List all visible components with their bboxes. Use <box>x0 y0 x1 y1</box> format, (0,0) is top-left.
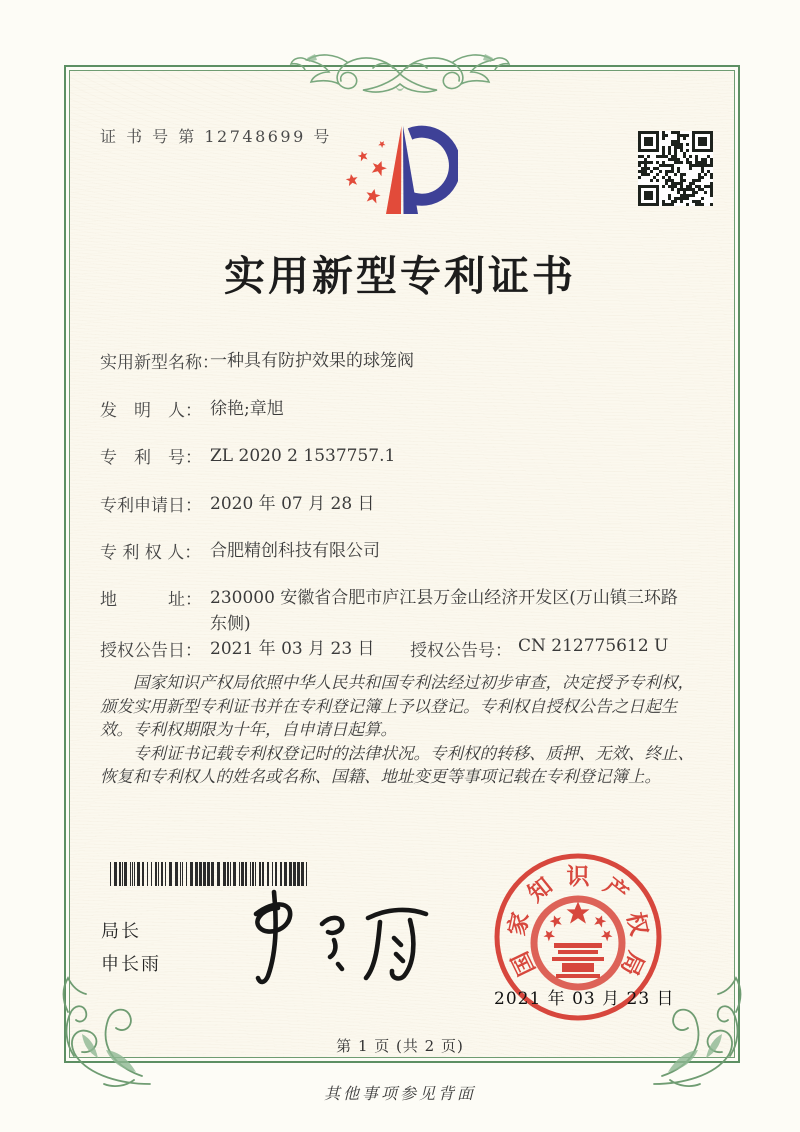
field-row-patent-no <box>100 443 710 467</box>
signer-name: 申长雨 <box>101 954 161 975</box>
field-row-filing-date <box>100 491 710 515</box>
top-ornament-icon <box>283 46 517 100</box>
svg-text:家: 家 <box>503 909 535 939</box>
field-label: 专 利 号： <box>100 448 202 468</box>
legal-paragraph-1: 国家知识产权局依照中华人民共和国专利法经过初步审查，决定授予专利权，颁发实用新型专利证书并在专利登记簿上予以登记。专利权自授权公告之日起生效。专利权期限为十年，自申请日起算。 <box>100 673 694 740</box>
qr-code-icon <box>638 131 713 206</box>
legal-text <box>100 671 710 789</box>
field-row-grant <box>100 636 710 660</box>
field-value: ZL 2020 2 1537757.1 <box>210 446 396 466</box>
field-row-address <box>100 585 710 637</box>
field-label: 发 明 人： <box>100 401 202 421</box>
grant-no-value: CN 212775612 U <box>518 636 669 656</box>
grant-date-label: 授权公告日： <box>100 641 202 661</box>
field-value: 2020 年 07 月 28 日 <box>210 494 375 514</box>
signature-icon <box>218 884 433 992</box>
certificate-number: 证 书 号 第 12748699 号 <box>100 127 332 146</box>
seal-date: 2021 年 03 月 23 日 <box>494 989 675 1009</box>
field-label: 专利申请日： <box>100 496 202 516</box>
field-row-name <box>100 348 710 372</box>
page-number: 第 1 页 (共 2 页) <box>336 1037 464 1055</box>
back-side-note: 其他事项参见背面 <box>323 1084 476 1103</box>
field-value: 合肥精创科技有限公司 <box>210 541 380 561</box>
certificate-title: 实用新型专利证书 <box>224 252 576 300</box>
field-row-patentee <box>100 538 710 562</box>
signer-title: 局长 <box>101 921 141 942</box>
field-value: 徐艳;章旭 <box>210 399 284 419</box>
svg-text:权: 权 <box>621 909 653 939</box>
grant-date-value: 2021 年 03 月 23 日 <box>210 639 375 659</box>
cnipa-logo-icon <box>336 116 458 222</box>
field-label: 地 址： <box>100 590 202 610</box>
field-value: 一种具有防护效果的球笼阀 <box>210 351 414 371</box>
svg-text:知: 知 <box>522 872 558 908</box>
field-value: 230000 安徽省合肥市庐江县万金山经济开发区(万山镇三环路东侧) <box>210 588 678 634</box>
seal-text <box>503 863 653 980</box>
field-row-inventor <box>100 396 710 420</box>
svg-text:识: 识 <box>566 863 590 890</box>
svg-text:国: 国 <box>506 947 541 980</box>
barcode-icon <box>110 862 310 886</box>
bottom-left-flourish-icon <box>38 972 158 1090</box>
svg-text:局: 局 <box>615 947 650 980</box>
field-label: 实用新型名称： <box>100 353 219 373</box>
field-label: 专 利 权 人： <box>100 543 202 563</box>
grant-no-label: 授权公告号： <box>410 641 512 661</box>
svg-text:产: 产 <box>598 872 634 908</box>
legal-paragraph-2: 专利证书记载专利权登记时的法律状况。专利权的转移、质押、无效、终止、恢复和专利权人的姓名或名称、国籍、地址变更等事项记载在专利登记簿上。 <box>100 743 694 787</box>
